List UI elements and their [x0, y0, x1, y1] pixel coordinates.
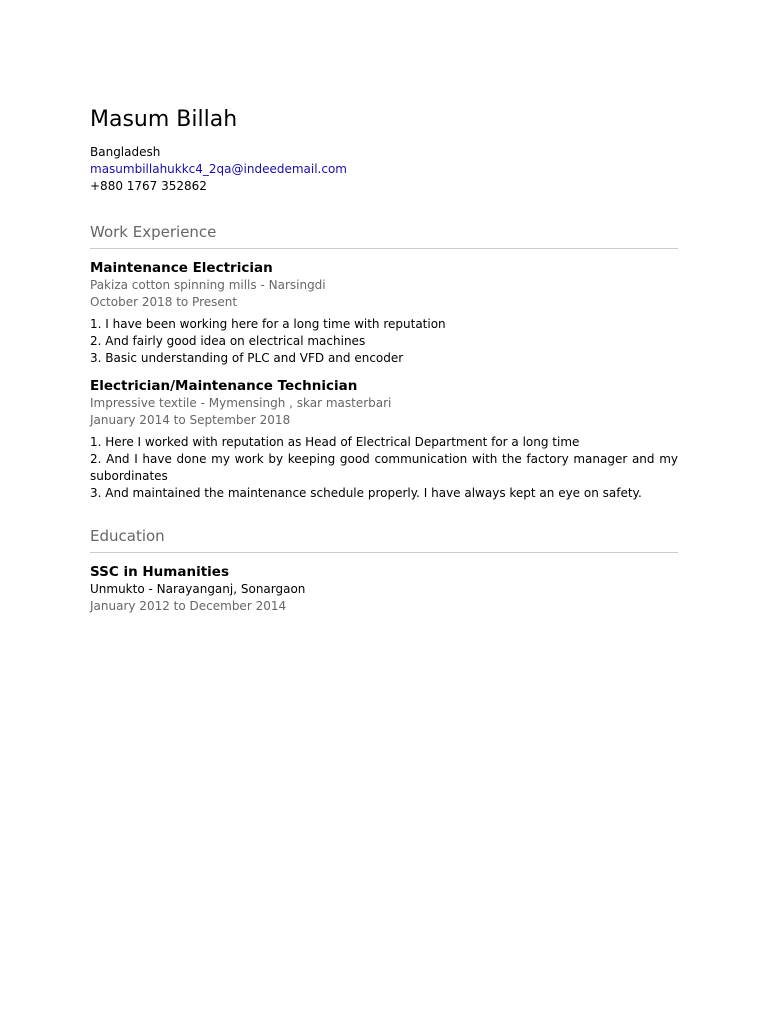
candidate-country: Bangladesh [90, 145, 161, 159]
education-heading: Education [90, 526, 678, 553]
job-description [90, 316, 678, 367]
job-entry [90, 259, 678, 367]
education-degree: SSC in Humanities [90, 564, 229, 580]
job-company: Impressive textile [90, 396, 197, 410]
job-dates: January 2014 to September 2018 [90, 413, 291, 427]
job-title: Maintenance Electrician [90, 260, 273, 276]
job-company-line [90, 395, 678, 412]
job-description-line: 1. I have been working here for a long time with reputation [90, 317, 446, 331]
job-description-line: 2. And fairly good idea on electrical machines [90, 334, 366, 348]
candidate-phone: +880 1767 352862 [90, 179, 207, 193]
education-dates: January 2012 to December 2014 [90, 599, 287, 613]
candidate-email-link[interactable]: masumbillahukkc4_2qa@indeedemail.com [90, 162, 347, 176]
job-location: Mymensingh , skar masterbari [208, 396, 392, 410]
job-title: Electrician/Maintenance Technician [90, 378, 358, 394]
job-description-line: 1. Here I worked with reputation as Head of Electrical Department for a long time [90, 435, 580, 449]
candidate-name: Masum Billah [90, 107, 238, 132]
work-experience-heading: Work Experience [90, 222, 678, 249]
job-dates: October 2018 to Present [90, 295, 238, 309]
job-description-line: 2. And I have done my work by keeping good communication with the factory manager and my subordinates [90, 452, 678, 483]
education-entry [90, 563, 678, 615]
job-description [90, 434, 678, 502]
job-location: Narsingdi [268, 278, 326, 292]
education-section [90, 526, 678, 615]
job-company-separator: - [256, 278, 269, 292]
job-description-line: 3. Basic understanding of PLC and VFD and encoder [90, 351, 404, 365]
job-company-separator: - [196, 396, 209, 410]
resume-page [90, 106, 678, 615]
education-school: Unmukto - Narayanganj, Sonargaon [90, 582, 306, 596]
job-company-line [90, 277, 678, 294]
job-company: Pakiza cotton spinning mills [90, 278, 257, 292]
job-description-line: 3. And maintained the maintenance schedule properly. I have always kept an eye on safety. [90, 486, 642, 500]
job-entry [90, 377, 678, 502]
work-experience-section [90, 222, 678, 502]
